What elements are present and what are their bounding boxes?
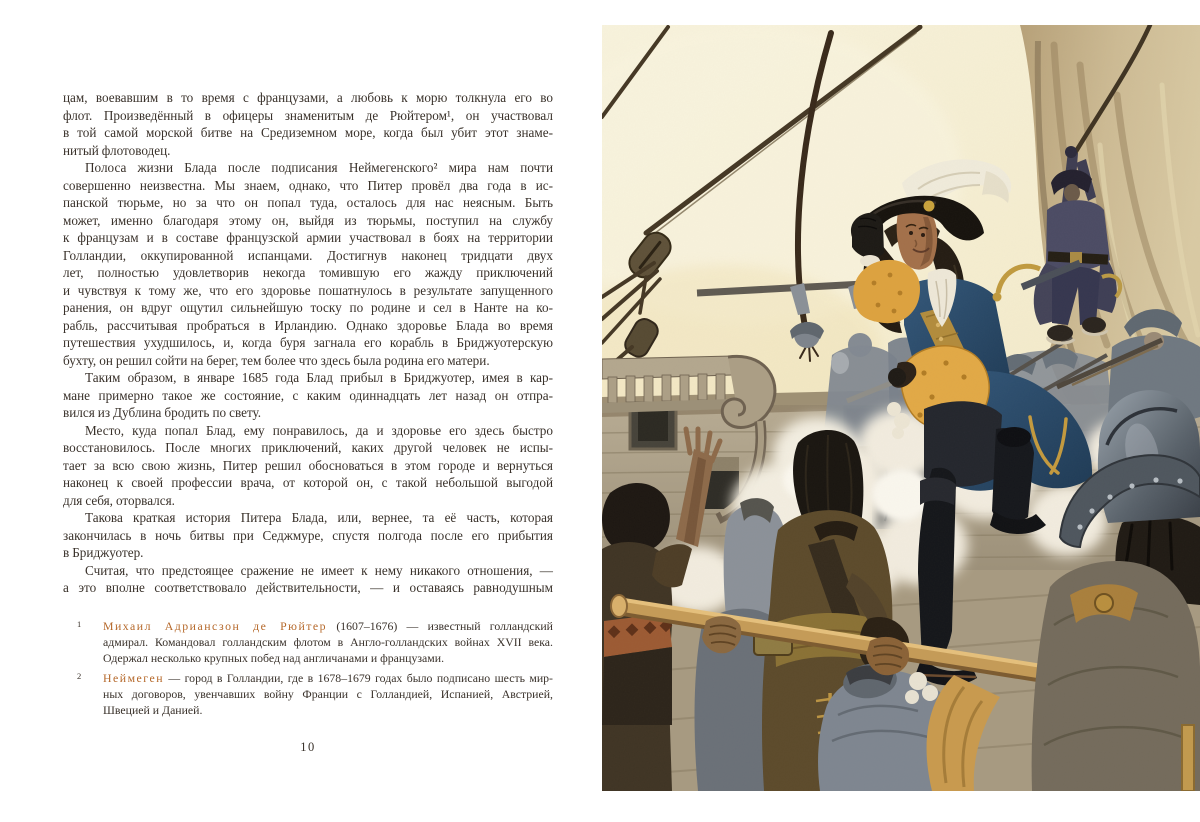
- body-line: флот. Произведённый в офицеры знаменитым де Рюйтером¹, он участвовал: [63, 107, 553, 123]
- body-line: нитый флотоводец.: [63, 142, 171, 158]
- page-number: 10: [300, 740, 316, 754]
- footnote-line: Неймеген — город в Голландии, где в 1678–1679 годах было подписано шесть мир-: [103, 671, 553, 686]
- body-line: может, именно благодаря этому он, выйдя из тюрьмы, поступил на службу: [63, 212, 553, 228]
- body-line: Такова краткая история Питера Блада, или, вернее, та её часть, которая: [85, 510, 553, 525]
- body-line: путешествия ухудшилось, и, когда буря загнала его корабль в Бриджуотерскую: [63, 335, 553, 350]
- body-line: Считая, что предстоящее сражение не имеет к нему никакого отношения, —: [85, 562, 553, 578]
- body-line: и чувствуя к тому же, что его здоровье пошатнулось в результате запущенного: [63, 282, 553, 298]
- body-line: цам, воевавшим в то время с французами, а любовь к морю толкнула его во: [63, 90, 553, 105]
- body-line: Полоса жизни Блада после подписания Неймегенского² мира нам почти: [85, 160, 553, 175]
- paper-grain: [602, 25, 1200, 791]
- footnote-marker: 1: [77, 619, 82, 629]
- footnote: [77, 618, 553, 667]
- body-line: для себя, оторвался.: [63, 492, 175, 508]
- body-line: закончилась в ночь битвы при Седжмуре, спустя полгода после его прибытия: [63, 527, 553, 543]
- footnote-line: Одержал несколько крупных побед над англичанами и французами.: [103, 651, 445, 666]
- body-line: в Бриджуотер.: [63, 545, 144, 560]
- body-line: бухту, он решил сойти на берег, тем более что здесь была родина его матери.: [63, 352, 490, 368]
- footnote-line: Швецией и Данией.: [103, 703, 203, 718]
- footnote-line: ных договоров, увенчавших войну Франции с Голландией, Испанией, Австрией,: [103, 687, 553, 702]
- body-line: рабль, рассчитывая пробраться в Ирландию. Однако здоровье Блада во время: [63, 317, 553, 333]
- body-line: мане примерно такое же состояние, с каким одиннадцать лет назад он отпра-: [63, 387, 553, 403]
- footnote-marker: 2: [77, 671, 82, 682]
- footnote: [77, 670, 553, 719]
- pirate-boarding-scene: [602, 25, 1200, 791]
- body-line: наконец к своей профессии врача, от которой он, с такой небольшой выгодой: [63, 475, 553, 490]
- body-line: а это вполне соответствовало действительности, — и оставаясь равнодушным: [63, 580, 553, 595]
- body-line: Таким образом, в январе 1685 года Блад прибыл в Бриджуотер, имея в кар-: [85, 370, 553, 385]
- footnote-term: Неймеген: [103, 671, 165, 686]
- footnote-line: адмирал. Командовал голландским флотом в Англо-голландских войнах XVII века.: [103, 635, 553, 650]
- footnote-line: Михаил Адриансзон де Рюйтер (1607–1676) — известный голландский: [103, 619, 553, 633]
- body-line: вился из Дублина бродить по свету.: [63, 405, 262, 420]
- body-line: восстановилось. После многих приключений, каких другой человек не испы-: [63, 440, 553, 455]
- body-line: лет, полностью удовлетворив некогда томившую его жажду приключений: [63, 265, 553, 280]
- body-line: Голландии, оккупированной испанцами. Достигнув наконец тридцати двух: [63, 247, 553, 263]
- body-line: панской тюрьме, но за что он попал туда, осталось для нас неясным. Быть: [63, 195, 553, 210]
- body-line: в той самой морской битве на Средиземном море, когда был убит этот знаме-: [63, 125, 553, 140]
- footnotes: [63, 618, 553, 722]
- body-line: Место, куда попал Блад, ему понравилось, да и здоровье его здесь быстро: [85, 422, 553, 438]
- right-page-illustration: [602, 25, 1200, 791]
- body-text: [63, 89, 553, 597]
- body-line: тает за всю свою жизнь, Питер решил обосноваться в этом городе и вернуться: [63, 457, 553, 473]
- body-line: совершенно неизвестна. Мы знаем, однако, что Питер провёл два года в ис-: [63, 177, 553, 193]
- body-line: к французам и в составе французской армии участвовал в боях на территории: [63, 230, 553, 245]
- body-line: ранения, он вдруг ощутил сильнейшую тоску по родине и сел в Нанте на ко-: [63, 300, 553, 315]
- footnote-term: Михаил Адриансзон де Рюйтер: [103, 619, 328, 633]
